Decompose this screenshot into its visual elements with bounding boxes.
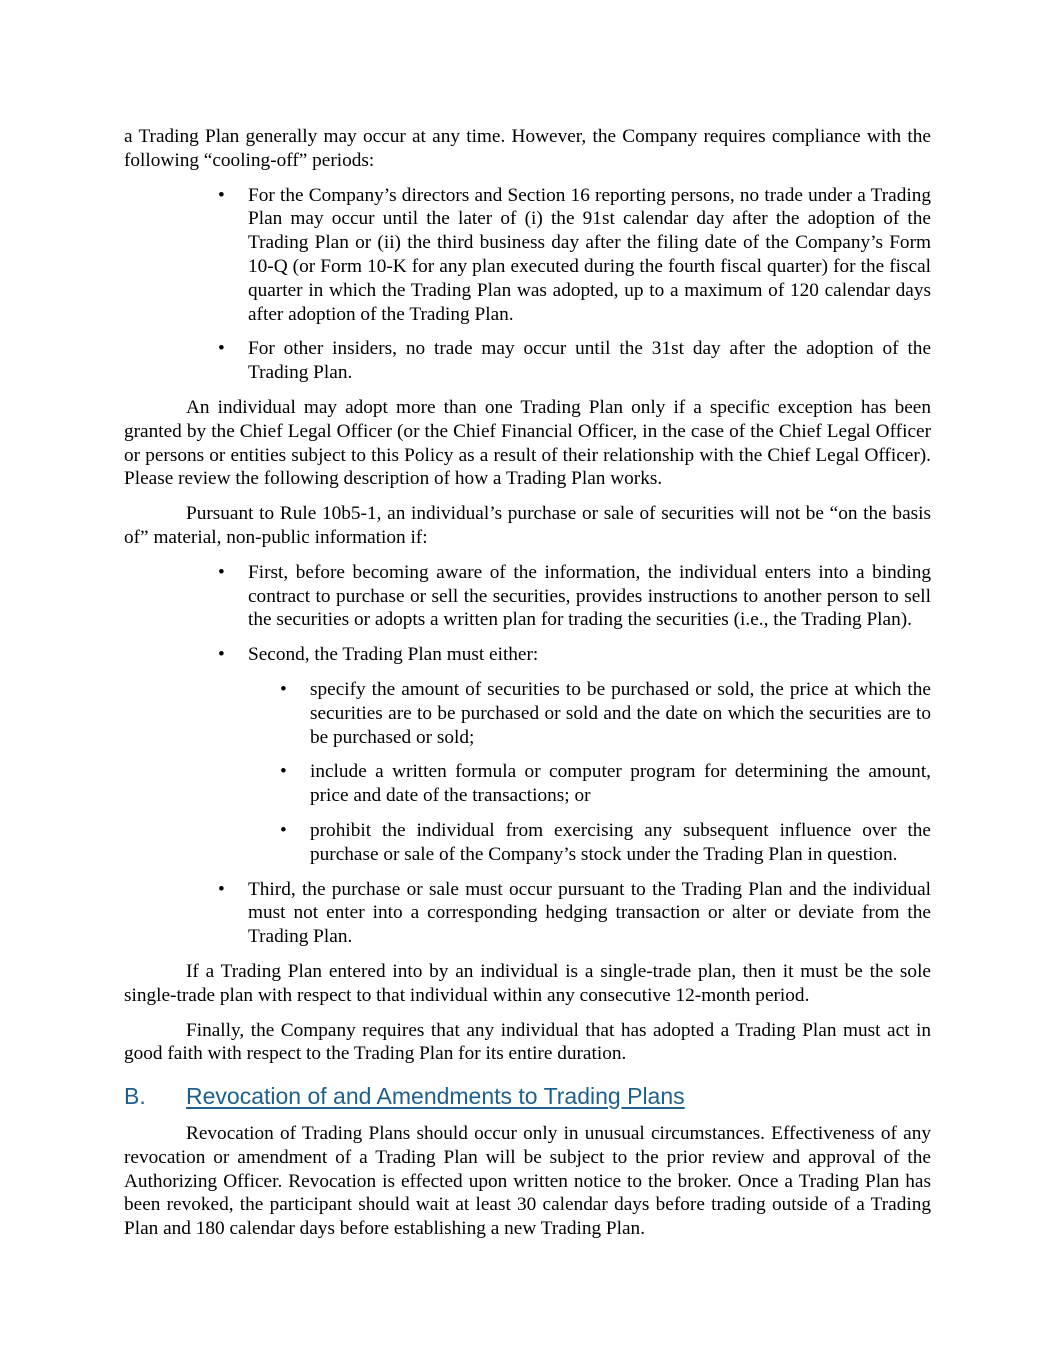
list-item xyxy=(124,878,931,949)
sub-list-item xyxy=(124,819,931,867)
section-heading-b xyxy=(124,1082,931,1110)
list-item-text: Third, the purchase or sale must occur pursuant to the Trading Plan and the individual must not enter into a corresponding hedging transaction or alter or deviate from the Trading Plan. xyxy=(248,878,931,948)
cooling-off-list xyxy=(124,184,931,385)
sub-list-item-text: specify the amount of securities to be purchased or sold, the price at which the securities are to be purchased or sold and the date on which the securities are to be purchased or sold; xyxy=(310,678,931,748)
bullet-icon: • xyxy=(280,678,287,700)
list-item-text: For other insiders, no trade may occur until the 31st day after the adoption of the Trading Plan. xyxy=(248,338,931,384)
sub-list-item-text: include a written formula or computer program for determining the amount, price and date of the transactions; or xyxy=(310,761,931,807)
section-title: Revocation of and Amendments to Trading Plans xyxy=(186,1083,685,1110)
bullet-icon: • xyxy=(280,819,287,841)
paragraph-revocation: Revocation of Trading Plans should occur only in unusual circumstances. Effectiveness of any revocation or amendment of a Trading Plan will be subject to the prior review and approval of the Authorizing Officer. Revocation is effected upon written notice to the broker. Once a Trading Plan has been revoked, the participant should wait at least 30 calendar days before trading outside of a Trading Plan and 180 calendar days before establishing a new Trading Plan. xyxy=(124,1123,931,1240)
document-page xyxy=(124,125,931,1252)
sub-list-item-text: prohibit the individual from exercising any subsequent influence over the purchase or sale of the Company’s stock under the Trading Plan in question. xyxy=(310,819,931,865)
paragraph-cooling-off-intro: a Trading Plan generally may occur at any time. However, the Company requires compliance with the following “cooling-off” periods: xyxy=(124,126,931,171)
list-item-text: First, before becoming aware of the information, the individual enters into a binding contract to purchase or sell the securities, provides instructions to another person to sell the securities or adopts a written plan for trading the securities (i.e., the Trading Plan). xyxy=(248,561,931,631)
paragraph-rule-10b5-1: Pursuant to Rule 10b5-1, an individual’s purchase or sale of securities will not be “on the basis of” material, non-public information if: xyxy=(124,503,931,548)
list-item xyxy=(124,561,931,632)
paragraph-good-faith: Finally, the Company requires that any individual that has adopted a Trading Plan must act in good faith with respect to the Trading Plan for its entire duration. xyxy=(124,1019,931,1065)
paragraph-multiple-plans: An individual may adopt more than one Trading Plan only if a specific exception has been granted by the Chief Legal Officer (or the Chief Financial Officer, in the case of the Chief Legal Officer or persons or entities subject to this Policy as a result of their relationship with the Chief Legal Officer). Please review the following description of how a Trading Plan works. xyxy=(124,396,931,490)
conditions-list xyxy=(124,561,931,949)
sub-list-item xyxy=(124,760,931,808)
list-item-text: Second, the Trading Plan must either: xyxy=(248,644,539,666)
bullet-icon: • xyxy=(218,644,225,666)
list-item xyxy=(124,643,931,866)
bullet-icon: • xyxy=(218,338,225,360)
list-item-text: For the Company’s directors and Section 16 reporting persons, no trade under a Trading Plan may occur until the later of (i) the 91st calendar day after the adoption of the Trading Plan or (ii) the third business day after the filing date of the Company’s Form 10-Q (or Form 10-K for any plan executed during the fourth fiscal quarter) for the fiscal quarter in which the Trading Plan was adopted, up to a maximum of 120 calendar days after adoption of the Trading Plan. xyxy=(248,184,931,325)
paragraph-single-trade: If a Trading Plan entered into by an individual is a single-trade plan, then it must be the sole single-trade plan with respect to that individual within any consecutive 12-month period. xyxy=(124,960,931,1006)
bullet-icon: • xyxy=(218,184,225,206)
bullet-icon: • xyxy=(280,761,287,783)
bullet-icon: • xyxy=(218,878,225,900)
list-item xyxy=(124,337,931,385)
section-letter: B. xyxy=(124,1083,146,1110)
sub-list-item xyxy=(124,678,931,749)
bullet-icon: • xyxy=(218,561,225,583)
list-item xyxy=(124,184,931,327)
sub-conditions-list xyxy=(248,678,931,867)
